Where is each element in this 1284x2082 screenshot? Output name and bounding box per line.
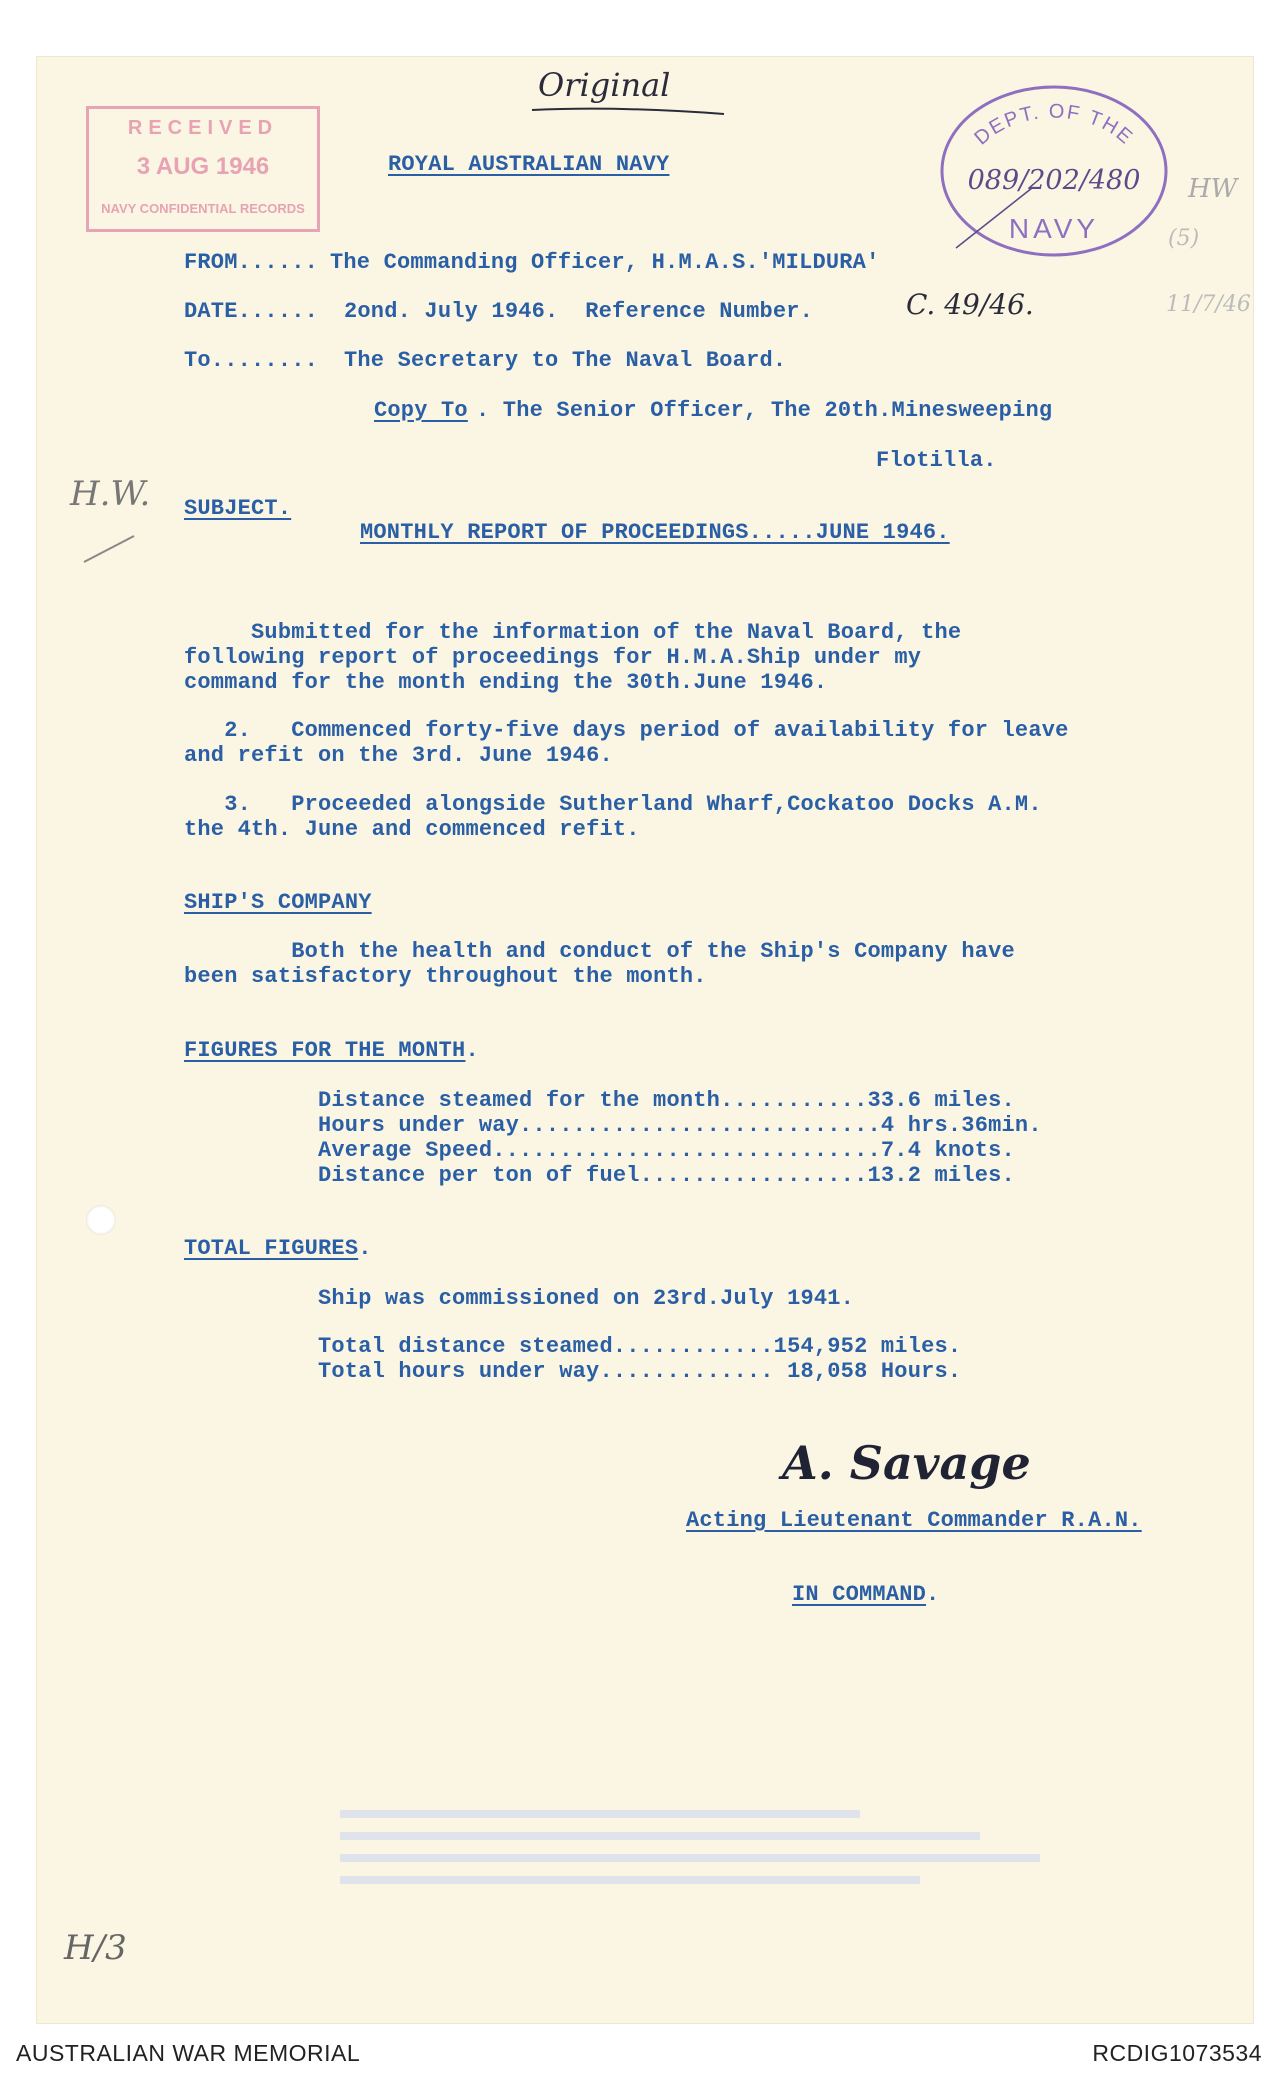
copy-to-value-continued: Flotilla. — [876, 448, 997, 473]
in-command-text: IN COMMAND — [792, 1582, 927, 1607]
handwritten-reference-number: C. 49/46. — [906, 288, 1034, 321]
subject-label: SUBJECT. — [184, 496, 292, 521]
paragraph-1-line-3: command for the month ending the 30th.June 1946. — [184, 670, 828, 695]
figures-month-heading-text: FIGURES FOR THE MONTH — [184, 1038, 466, 1063]
received-stamp-footer: NAVY CONFIDENTIAL RECORDS — [101, 201, 305, 216]
bleed-through-text — [330, 1800, 1050, 1920]
subject-value: MONTHLY REPORT OF PROCEEDINGS.....JUNE 1946. — [360, 520, 950, 545]
stamp-file-number: 089/202/480 — [967, 165, 1141, 196]
copy-to-value: . The Senior Officer, The 20th.Minesweeping — [476, 398, 1053, 423]
handwritten-initials: H.W. — [70, 474, 151, 514]
margin-note-2: (5) — [1168, 226, 1200, 251]
date-value: 2ond. July 1946. Reference Number. — [344, 299, 814, 324]
svg-text:DEPT. OF THE — [970, 100, 1137, 149]
copy-to-label: Copy To — [374, 398, 468, 423]
original-underline — [528, 100, 728, 120]
figures-month-row-hours: Hours under way...........................4 hrs.36min. — [318, 1113, 1042, 1138]
figures-month-row-distance: Distance steamed for the month...........33.6 miles. — [318, 1088, 1015, 1113]
margin-note-1: HW — [1188, 174, 1238, 204]
paragraph-3-line-2: the 4th. June and commenced refit. — [184, 817, 640, 842]
initials-tick — [80, 528, 140, 568]
signature: A. Savage — [782, 1436, 1031, 1490]
margin-note-3: 11/7/46 — [1166, 292, 1251, 317]
punch-hole — [86, 1205, 116, 1235]
document-title: ROYAL AUSTRALIAN NAVY — [388, 152, 670, 177]
total-distance-row: Total distance steamed............154,952 miles. — [318, 1334, 962, 1359]
to-label: To........ — [184, 348, 319, 373]
ships-company-line-1: Both the health and conduct of the Ship's Company have — [184, 939, 1015, 964]
figures-month-heading: FIGURES FOR THE MONTH. — [184, 1038, 479, 1063]
received-stamp — [86, 106, 320, 232]
handwritten-original: Original — [538, 66, 671, 104]
received-stamp-date: 3 AUG 1946 — [136, 153, 270, 180]
date-label: DATE...... — [184, 299, 319, 324]
from-value: The Commanding Officer, H.M.A.S.'MILDURA' — [330, 250, 880, 275]
total-figures-heading: TOTAL FIGURES. — [184, 1236, 372, 1261]
paragraph-3-line-1: 3. Proceeded alongside Sutherland Wharf,Cockatoo Docks A.M. — [184, 792, 1042, 817]
paragraph-2-line-2: and refit on the 3rd. June 1946. — [184, 743, 613, 768]
stamp-bottom-text: NAVY — [1008, 213, 1100, 244]
footer-institution: AUSTRALIAN WAR MEMORIAL — [16, 2040, 361, 2066]
navy-department-stamp — [936, 78, 1172, 264]
ships-company-heading: SHIP'S COMPANY — [184, 890, 372, 915]
from-label: FROM...... — [184, 250, 319, 275]
paragraph-1-line-2: following report of proceedings for H.M.A.Ship under my — [184, 645, 922, 670]
figures-month-row-speed: Average Speed.............................7.4 knots. — [318, 1138, 1015, 1163]
signature-rank: Acting Lieutenant Commander R.A.N. — [686, 1508, 1142, 1533]
footer-record-id: RCDIG1073534 — [1092, 2040, 1262, 2066]
total-hours-row: Total hours under way............. 18,058 Hours. — [318, 1359, 962, 1384]
total-figures-heading-text: TOTAL FIGURES — [184, 1236, 359, 1261]
handwritten-bottom-mark: H/3 — [64, 1928, 127, 1968]
received-stamp-title: RECEIVED — [127, 117, 279, 139]
ships-company-line-2: been satisfactory throughout the month. — [184, 964, 707, 989]
stamp-top-text: DEPT. OF THE — [970, 100, 1138, 150]
to-value: The Secretary to The Naval Board. — [344, 348, 787, 373]
commissioned-line: Ship was commissioned on 23rd.July 1941. — [318, 1286, 855, 1311]
in-command: IN COMMAND. — [792, 1582, 940, 1607]
paragraph-2-line-1: 2. Commenced forty-five days period of availability for leave — [184, 718, 1069, 743]
figures-month-row-fuel: Distance per ton of fuel.................13.2 miles. — [318, 1163, 1015, 1188]
paragraph-1-line-1: Submitted for the information of the Naval Board, the — [184, 620, 962, 645]
